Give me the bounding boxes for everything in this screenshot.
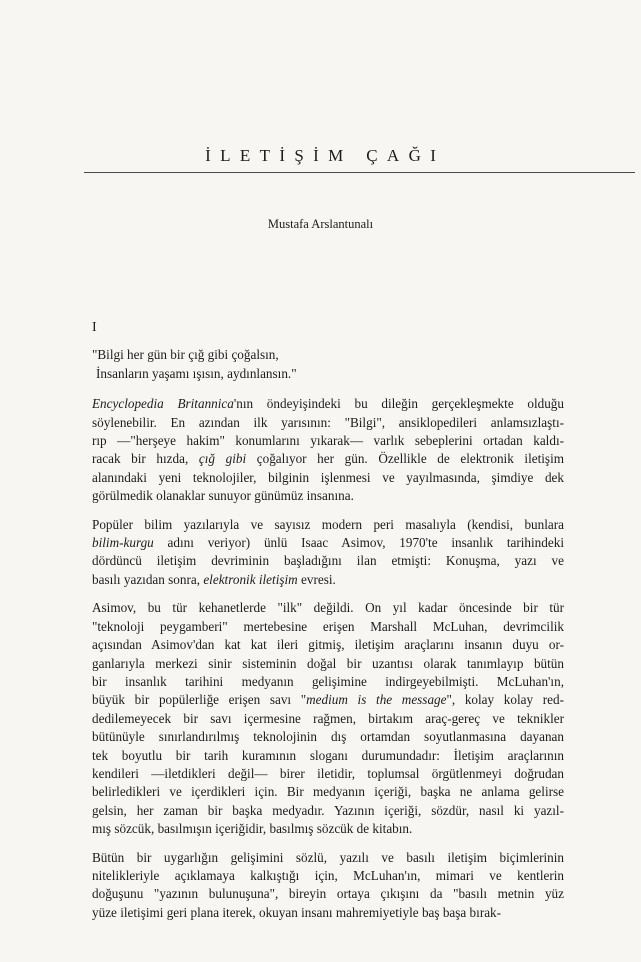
epigraph-line: İnsanların yaşamı ışısın, aydınlansın." bbox=[96, 365, 297, 381]
text-line: Encyclopedia Britannica'nın öndeyişindeki bu dileğin gerçekleşmekte olduğu bbox=[92, 396, 564, 412]
text-line: gelsin, her zaman bir başka medyadır. Yazının içeriği, sözdür, nasıl ki yazıl- bbox=[92, 802, 564, 818]
article-body bbox=[92, 319, 564, 932]
text-line: "teknoloji peygamberi" mertebesine erişen Marshall McLuhan, devrimcilik bbox=[92, 618, 564, 634]
text-line: basılı yazıdan sonra, elektronik iletişim evresi. bbox=[92, 571, 336, 587]
text-line: nitelikleriyle açıklamaya kalkıştığı için, McLuhan'ın, mimari ve kentlerin bbox=[92, 867, 564, 883]
chapter-title: İLETİŞİM ÇAĞI bbox=[205, 146, 446, 165]
paragraph bbox=[92, 395, 564, 505]
text-line: alanındaki yeni teknolojiler, bilginin işlenmesi ve yayılmasında, şimdiye dek bbox=[92, 469, 564, 485]
text-line: racak bir hızda, çığ gibi çoğalıyor her gün. Özellikle de elektronik iletişim bbox=[92, 451, 564, 467]
section-number: I bbox=[92, 320, 97, 335]
text-line: Bütün bir uygarlığın gelişimini sözlü, yazılı ve basılı iletişim biçimlerinin bbox=[92, 849, 564, 865]
text-line: tek boyutlu bir tarih kuramının sloganı durumundadır: İletişim araçlarının bbox=[92, 747, 564, 763]
paragraph bbox=[92, 516, 564, 590]
epigraph-line: "Bilgi her gün bir çığ gibi çoğalsın, bbox=[92, 347, 279, 363]
text-line: yüze iletişimi geri plana iterek, okuyan insanı mahremiyetiyle baş başa bırak- bbox=[92, 904, 502, 920]
text-line: dedilemeyecek bir savı içermesine rağmen, birtakım araç-gereç ve teknikler bbox=[92, 710, 564, 726]
text-line: bir insanlık tarihini medyanın gelişimine indirgeyebilmişti. McLuhan'ın, bbox=[92, 673, 564, 689]
text-line: ganlarıyla merkezi sinir sisteminin doğal bir uzantısı olarak tanımlayıp bütün bbox=[92, 655, 564, 671]
text-line: doğuşunu "yazının bulunuşuna", bireyin ortaya çıkışını da "basılı metnin yüz bbox=[92, 886, 564, 902]
paragraph bbox=[92, 849, 564, 923]
text-line: belirledikleri ve içerdikleri için. Bir medyanın içeriği, başka ne anlama gelirse bbox=[92, 784, 564, 800]
text-line: büyük bir popülerliğe erişen savı "medium is the message", kolay kolay red- bbox=[92, 692, 564, 708]
text-line: bütünüyle sınırlandırılmış teknolojinin dış ortamdan soyutlanmasına dayanan bbox=[92, 729, 564, 745]
text-line: rıp —"herşeye hakim" konumlarını yıkarak— varlık sebeplerini ortadan kaldı- bbox=[92, 433, 564, 449]
text-line: görülmedik olanaklar sunuyor günümüz insanına. bbox=[92, 488, 354, 504]
title-rule bbox=[84, 172, 635, 173]
text-line: açısından Asimov'dan kat kat ileri gitmiş, iletişim araçlarını insanın duyu or- bbox=[92, 637, 564, 653]
text-line: Popüler bilim yazılarıyla ve sayısız modern peri masalıyla (kendisi, bunlara bbox=[92, 516, 564, 532]
paragraph bbox=[92, 599, 564, 838]
text-line: söylenebilir. En azından ilk yarısının: "Bilgi", ansiklopedileri anlamsızlaştı- bbox=[92, 414, 564, 430]
text-line: mış sözcük, basılmışın içeriğidir, basılmış sözcük de kitabın. bbox=[92, 821, 413, 837]
text-line: bilim-kurgu adını veriyor) ünlü Isaac Asimov, 1970'te insanlık tarihindeki bbox=[92, 535, 564, 551]
epigraph bbox=[92, 346, 564, 383]
text-line: Asimov, bu tür kehanetlerde "ilk" değildi. On yıl kadar öncesinde bir tür bbox=[92, 600, 564, 616]
text-line: kendileri —iletdikleri değil— birer iletidir, toplumsal örgütlenmeyi doğrudan bbox=[92, 765, 564, 781]
text-line: dördüncü iletişim devriminin başladığını ilan etmişti: Konuşma, yazı ve bbox=[92, 553, 564, 569]
paragraphs bbox=[92, 395, 564, 922]
author-name: Mustafa Arslantunalı bbox=[267, 217, 374, 231]
